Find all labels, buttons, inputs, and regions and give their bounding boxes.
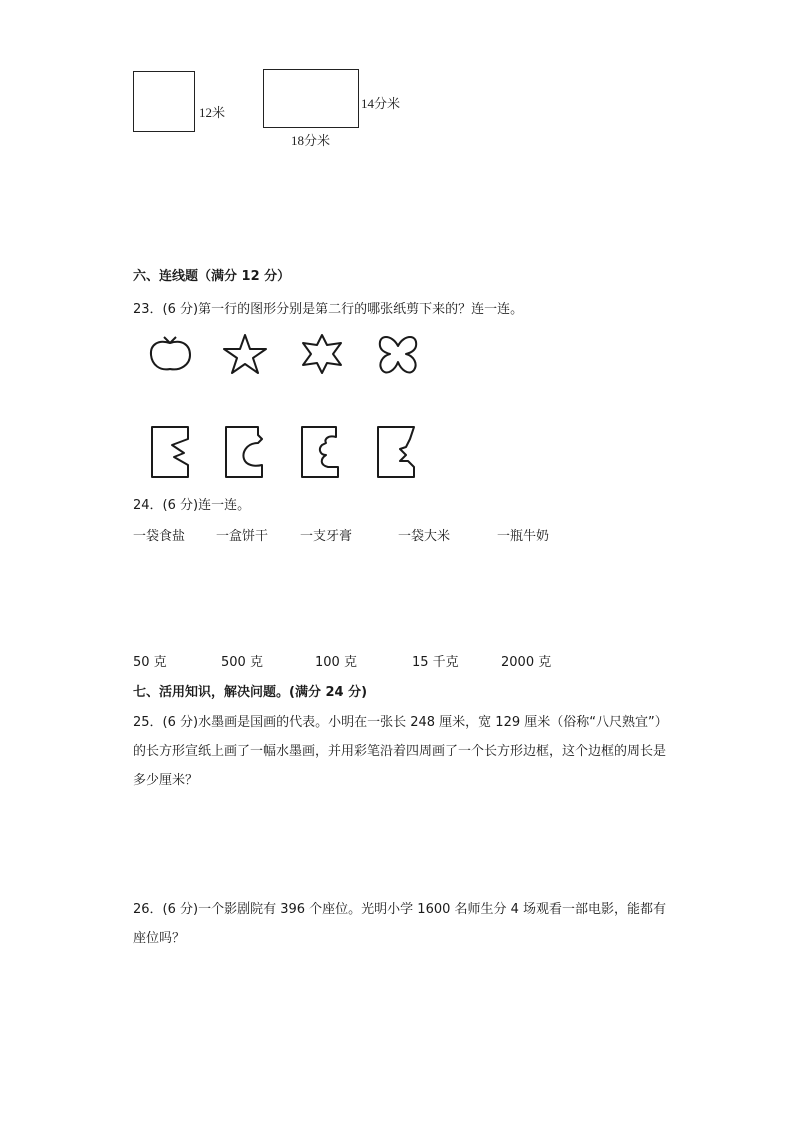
question-24: 24．(6 分)连一连。 [133,498,251,513]
cut-paper-arc-icon [224,425,266,479]
section-6-title: 六、连线题（满分 12 分） [133,269,291,284]
section-7-title: 七、活用知识，解决问题。(满分 24 分) [133,685,368,700]
square-side-label: 12米 [199,105,226,120]
rectangle-height-label: 14分米 [361,96,401,111]
six-point-star-outline-icon [300,333,344,375]
rectangle-figure [263,69,359,128]
item-milk: 一瓶牛奶 [497,529,550,544]
question-26: 26．(6 分)一个影剧院有 396 个座位。光明小学 1600 名师生分 4 场观看一部电影，能都有座位吗？ [133,902,667,946]
weight-500g: 500 克 [221,655,263,670]
weight-100g: 100 克 [315,655,357,670]
question-25: 25．(6 分)水墨画是国画的代表。小明在一张长 248 厘米，宽 129 厘米（俗称“八尺熟宜”）的长方形宣纸上画了一幅水墨画，并用彩笔沿着四周画了一个长方形边框，这个边框的周长是多少厘米？ [133,715,668,788]
rectangle-width-label: 18分米 [291,133,331,148]
square-figure [133,71,195,132]
butterfly-outline-icon [374,332,422,376]
item-toothpaste: 一支牙膏 [300,529,353,544]
item-salt: 一袋食盐 [133,529,186,544]
item-rice: 一袋大米 [398,529,451,544]
question-23: 23．(6 分)第一行的图形分别是第二行的哪张纸剪下来的？连一连。 [133,302,524,317]
cut-paper-zigzag-icon [150,425,192,479]
cut-paper-wave-icon [300,425,342,479]
item-biscuits: 一盒饼干 [216,529,269,544]
weight-2000g: 2000 克 [501,655,552,670]
apple-outline-icon [148,333,194,373]
weight-50g: 50 克 [133,655,167,670]
five-point-star-outline-icon [221,333,269,375]
weight-15kg: 15 千克 [412,655,459,670]
cut-paper-star-notch-icon [376,425,418,479]
